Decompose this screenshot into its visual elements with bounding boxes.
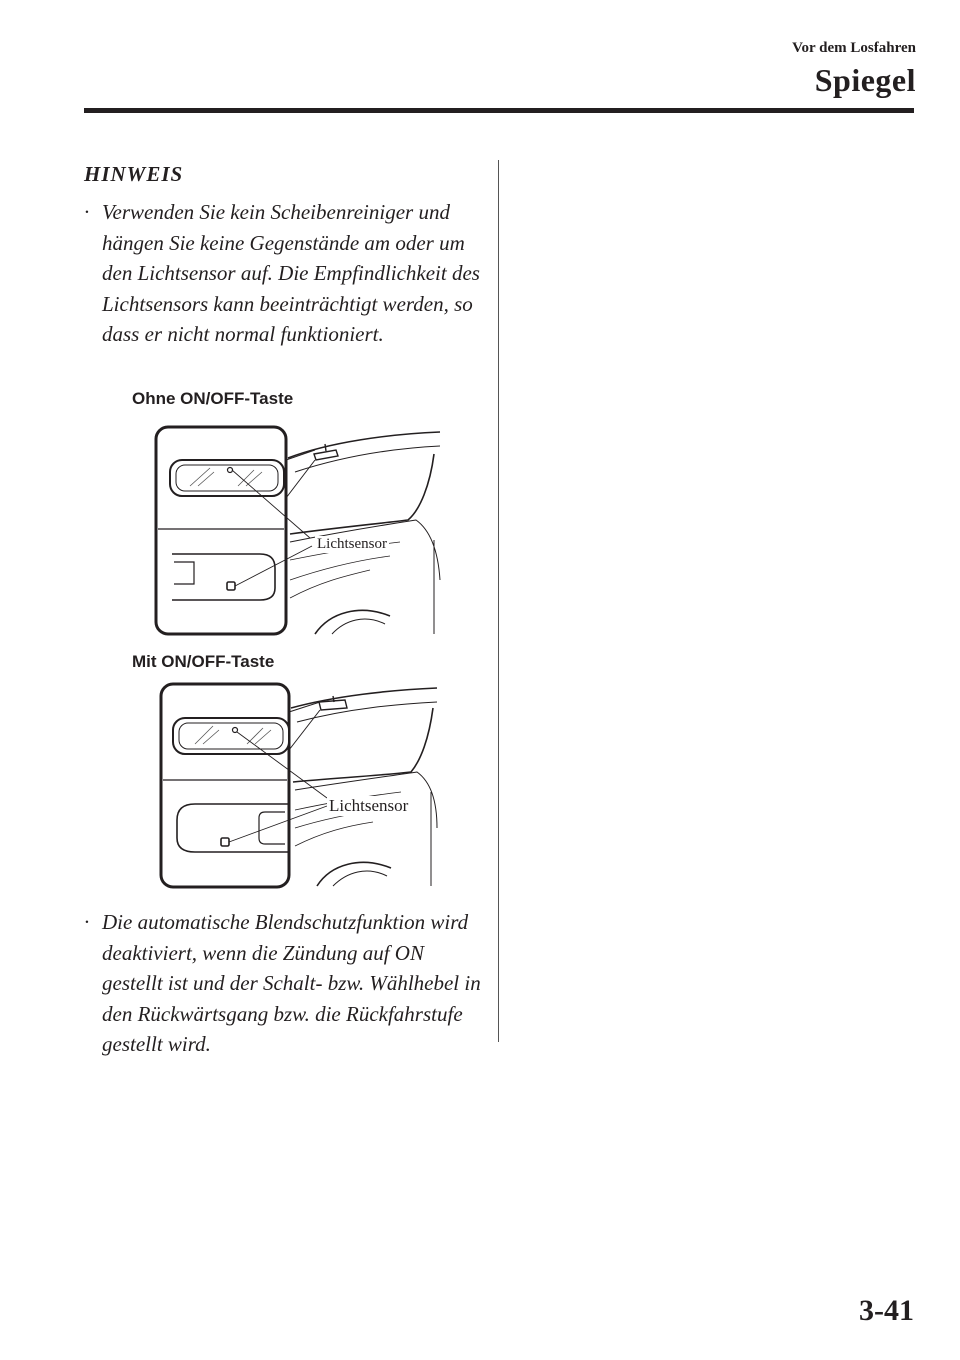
note-bullet-2 <box>84 907 484 1060</box>
note-bullet-1 <box>84 197 484 350</box>
page-number: 3-41 <box>859 1294 914 1327</box>
light-sensor-callout: Lichtsensor <box>329 796 409 815</box>
header-rule <box>84 108 914 113</box>
bullet-text: Die automatische Blendschutzfunktion wird deaktiviert, wenn die Zündung auf ON gestellt ist und der Schalt- bzw. Wählhebel in den Rückwärtsgang bzw. die Rückfahrstufe gestellt wird. <box>102 910 481 1056</box>
header-section: Vor dem Losfahren <box>792 40 916 56</box>
bullet-dot: · <box>84 910 90 934</box>
figure-caption-without-switch: Ohne ON/OFF-Taste <box>132 389 294 408</box>
column-divider <box>498 160 499 1042</box>
figure-caption-with-switch: Mit ON/OFF-Taste <box>132 652 275 671</box>
bullet-text: Verwenden Sie kein Scheibenreiniger und hängen Sie keine Gegenstände am oder um den Lichtsensor auf. Die Empfindlichkeit des Lichtsensors kann beeinträchtigt werden, so dass er nicht normal funktioniert. <box>102 200 480 346</box>
note-heading: HINWEIS <box>84 162 184 186</box>
mirror-illustration-without-switch <box>150 420 445 638</box>
mirror-illustration-with-switch <box>155 678 440 890</box>
light-sensor-callout: Lichtsensor <box>317 536 387 552</box>
page-title: Spiegel <box>814 62 916 98</box>
bullet-dot: · <box>84 200 90 224</box>
